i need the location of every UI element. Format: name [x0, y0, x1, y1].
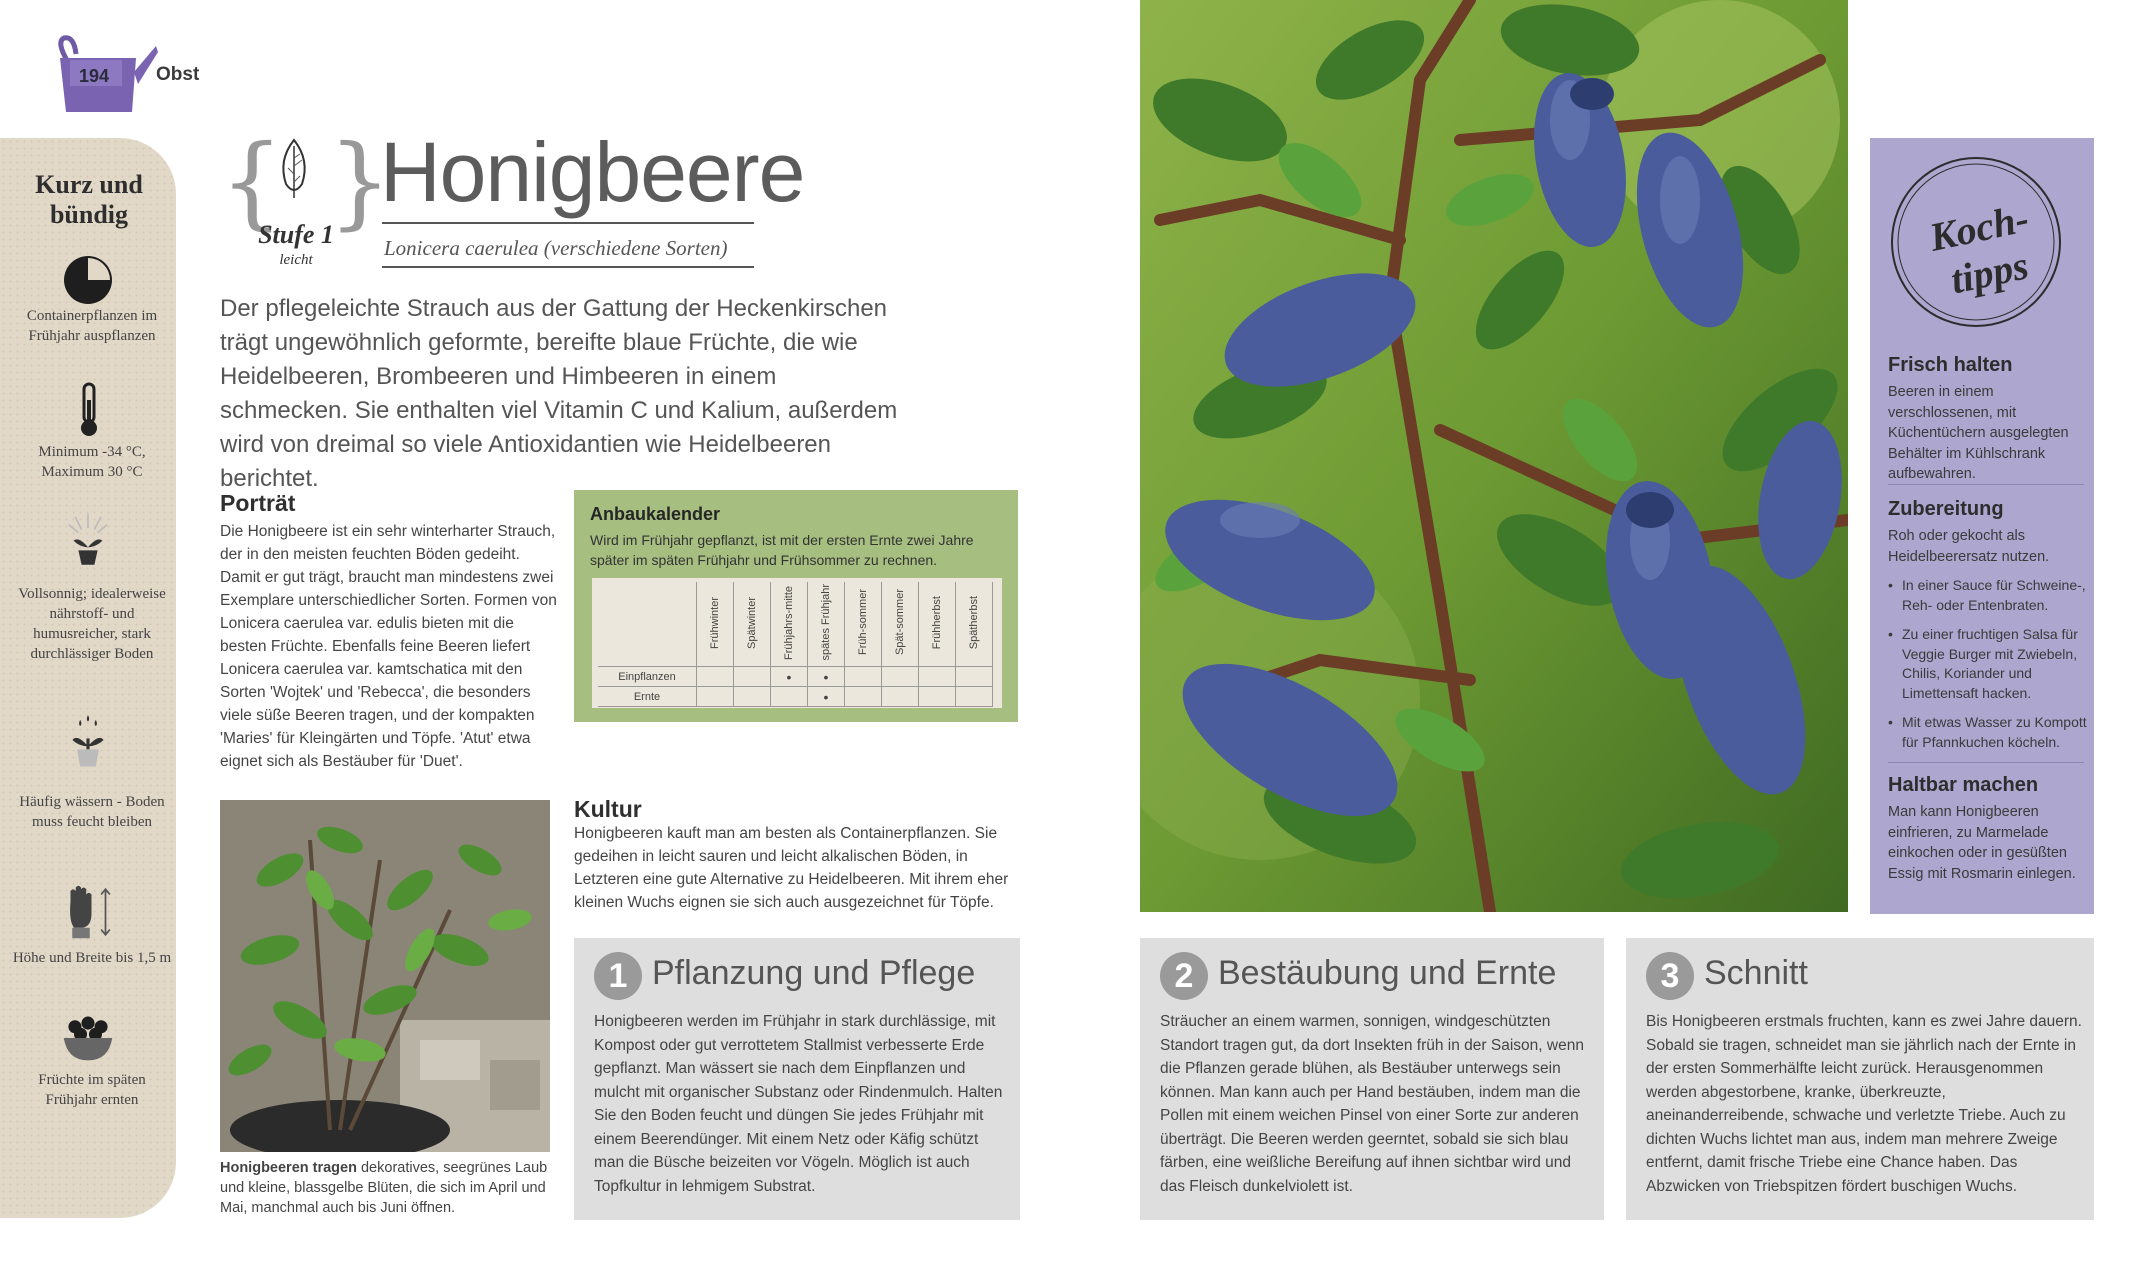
month-header: Frühherbst [931, 595, 943, 650]
row-label: Einpflanzen [598, 667, 697, 687]
calendar-cell: • [808, 687, 845, 707]
sidebar-item-harvest: Früchte im späten Frühjahr ernten [38, 1072, 146, 1108]
calendar-cell [845, 667, 882, 687]
calendar-cell: • [808, 667, 845, 687]
tip-text: Roh oder gekocht als Heidelbeerersatz nutzen. [1888, 528, 2050, 565]
calendar-cell [919, 687, 956, 707]
brace-right: } [328, 123, 392, 240]
card-title: Pflanzung und Pflege [652, 954, 976, 992]
glove-height-icon [60, 884, 116, 940]
sidebar-title: Kurz und bündig [35, 170, 143, 229]
tip-heading: Frisch halten [1888, 354, 2013, 376]
difficulty-level: Stufe 1 [258, 220, 334, 249]
calendar-cell [956, 687, 993, 707]
stamp-line-1: Koch- [1925, 195, 2033, 260]
month-header: Früh-sommer [857, 589, 869, 656]
thermometer-icon [60, 382, 116, 438]
latin-name: Lonicera caerulea (verschiedene Sorten) [384, 236, 728, 260]
calendar-cell [734, 667, 771, 687]
plant-photo [220, 800, 550, 1152]
stamp-line-2: tipps [1946, 242, 2033, 303]
berry-bowl-icon [60, 1010, 116, 1066]
caption-text: dekoratives, seegrünes Laub und kleine, blassgelbe Blüten, die sich im April und Mai, manchmal auch bis Juni öffnen. [220, 1160, 548, 1216]
month-header: Spätwinter [746, 596, 758, 649]
card-text: Honigbeeren werden im Frühjahr in stark durchlässige, mit Kompost oder gut verrottetem Stallmist verbesserte Erde gepflanzt. Man wässert sie nach dem Einpflanzen und mulcht mit organischer Substanz oder Rindenmulch. Halten Sie den Boden feucht und düngen Sie jedes Frühjahr mit einem Beerendünger. Mit einem Netz oder Käfig schützt man die Büsche beizeiten vor Vögeln. Möglich ist auch Topfkultur in lehmigem Substrat. [594, 1013, 1003, 1195]
card-text: Bis Honigbeeren erstmals fruchten, kann es zwei Jahre dauern. Sobald sie tragen, schneidet man sie jährlich nach der Ernte in der ersten Sommerhälfte leicht zurück. Herausgenommen werden abgestorbene, kranke, überkreuzte, aneinanderreibende, schwache und verletzte Triebe. Auch zu dichten Wuchs lichtet man aus, indem man mehrere Zweige entfernt, damit frische Triebe eine Chance haben. Das Abzwicken von Triebspitzen fördert buschigen Wuchs. [1646, 1013, 2082, 1195]
month-header: Spätherbst [968, 595, 980, 650]
calendar-cell [734, 687, 771, 707]
sidebar-item-size: Höhe und Breite bis 1,5 m [12, 950, 172, 966]
kultur-text: Honigbeeren kauft man am besten als Containerpflanzen. Sie gedeihen in leicht sauren und leicht alkalischen Böden, in Letzteren eine gute Alternative zu Heidelbeeren. Mit ihrem eher kleinen Wuchs eignen sie sich auch ausgezeichnet für Töpfe. [574, 825, 1009, 911]
calendar-cell [882, 687, 919, 707]
leaf-icon [276, 138, 312, 200]
month-header: spätes Frühjahr [820, 584, 832, 661]
section-name: Obst [156, 64, 200, 85]
cooking-tips-stamp [1886, 150, 2066, 334]
sidebar-item-location: Vollsonnig; idealerweise nährstoff- und humusreicher, stark durchlässiger Boden [18, 586, 166, 662]
tip-list [1888, 576, 2088, 762]
card-number: 3 [1646, 952, 1694, 1000]
sidebar-item-planting: Containerpflanzen im Frühjahr auspflanzen [26, 308, 158, 344]
calendar-cell [882, 667, 919, 687]
card-text: Sträucher an einem warmen, sonnigen, windgeschützten Standort tragen gut, da dort Insekten früh in der Saison, wenn die Pflanzen gerade blühen, als Bestäuber unterwegs sein können. Man kann auch per Hand bestäuben, indem man die Pollen mit einem weichen Pinsel von einer Sorte zur anderen überträgt. Die Beeren werden geerntet, sobald sie sich blau färben, eine weißliche Bereifung auf ihnen sichtbar wird und das Fleisch dunkelviolett ist. [1160, 1013, 1584, 1195]
photo-caption [220, 1158, 560, 1218]
calendar-cell [697, 667, 734, 687]
row-label: Ernte [598, 687, 697, 707]
latin-rule [382, 266, 754, 268]
sidebar-item-temperature: Minimum -34 °C, Maximum 30 °C [38, 444, 146, 480]
sun-plant-icon [60, 512, 116, 568]
portrait-text: Die Honigbeere ist ein sehr winterharter Strauch, der in den meisten feuchten Böden gedeiht. Damit er gut trägt, braucht man mindestens zwei Exemplare unterschiedlicher Sorten. Formen von Lonicera caerulea var. edulis bieten mit die besten Früchte. Ebenfalls feine Beeren liefert Lonicera caerulea var. kamtschatica mit den Sorten 'Wojtek' und 'Rebecca', die besonders viele süße Beeren tragen, und der kompakten 'Maries' für Kleingärten und Töpfe. 'Atut' etwa eignet sich als Bestäuber für 'Duet'. [220, 523, 557, 770]
card-number: 2 [1160, 952, 1208, 1000]
calendar-row [598, 687, 993, 707]
sidebar-item-watering: Häufig wässern - Boden muss feucht bleiben [19, 794, 165, 830]
calendar-table [592, 578, 1002, 708]
list-item: • Mit etwas Wasser zu Kompott für Pfannkuchen köcheln. [1888, 713, 2088, 752]
tip-heading: Haltbar machen [1888, 774, 2039, 796]
calendar-cell: • [771, 667, 808, 687]
calendar-text: Wird im Frühjahr gepflanzt, ist mit der ersten Ernte zwei Jahre später im späten Frühjahr und Frühsommer zu rechnen. [590, 532, 974, 568]
list-item: • In einer Sauce für Schweine-, Reh- oder Entenbraten. [1888, 576, 2088, 615]
difficulty-desc: leicht [279, 252, 313, 268]
kultur-heading: Kultur [574, 796, 642, 822]
page-number: 194 [78, 66, 110, 86]
card-title: Bestäubung und Ernte [1218, 954, 1557, 992]
month-header: Frühjahrs-mitte [783, 585, 795, 660]
portrait-heading: Porträt [220, 490, 296, 516]
intro-paragraph: Der pflegeleichte Strauch aus der Gattung der Heckenkirschen trägt ungewöhnlich geformte, bereifte blaue Früchte, die wie Heidelbeeren, Brombeeren und Himbeeren in einem schmecken. Sie enthalten viel Vitamin C und Kalium, außerdem wird von dreimal so viele Antioxidantien wie Heidelbeeren berichtet. [220, 295, 898, 492]
card-title: Schnitt [1704, 954, 1808, 992]
calendar-cell [919, 667, 956, 687]
title-rule [382, 222, 754, 224]
calendar-cell [845, 687, 882, 707]
tip-heading: Zubereitung [1888, 498, 2004, 520]
list-item: • Zu einer fruchtigen Salsa für Veggie Burger mit Zwiebeln, Chilis, Koriander und Limettensaft hacken. [1888, 625, 2088, 703]
caption-bold: Honigbeeren tragen [220, 1160, 357, 1176]
tip-text: Beeren in einem verschlossenen, mit Küchentüchern ausgelegten Behälter im Kühlschrank aufbewahren. [1888, 384, 2069, 482]
calendar-title: Anbaukalender [590, 504, 721, 524]
calendar-cell [697, 687, 734, 707]
tip-text: Man kann Honigbeeren einfrieren, zu Marmelade einkochen oder in gesüßten Essig mit Rosmarin einlegen. [1888, 804, 2076, 882]
month-header: Spät-sommer [894, 589, 906, 656]
month-header: Frühwinter [709, 596, 721, 649]
tip-separator [1888, 484, 2084, 485]
brace-left: { [220, 123, 284, 240]
calendar-row [598, 667, 993, 687]
tip-separator [1888, 762, 2084, 763]
honeyberry-photo [1140, 0, 1848, 912]
calendar-cell [956, 667, 993, 687]
watering-plant-icon [60, 712, 116, 768]
card-number: 1 [594, 952, 642, 1000]
calendar-cell [771, 687, 808, 707]
clock-icon [60, 252, 116, 308]
page-title: Honigbeere [380, 125, 805, 219]
